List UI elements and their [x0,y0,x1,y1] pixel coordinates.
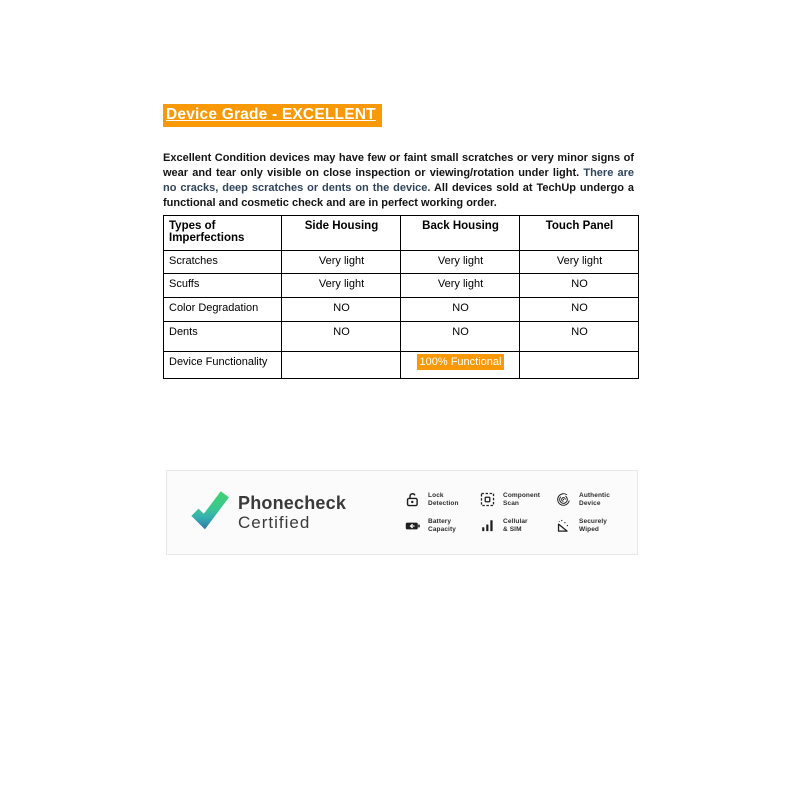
table-row [164,274,639,298]
feature-cellular-sim [479,517,555,534]
cell-functionality-side [282,352,401,379]
row-label-device-functionality: Device Functionality [164,352,282,379]
cell-dents-touch: NO [520,322,639,352]
feature-battery-capacity [404,517,479,534]
feature-authentic-device [555,491,625,508]
phonecheck-certified-banner [166,470,638,555]
feature-label: Battery Capacity [428,517,456,533]
cell-colordeg-touch: NO [520,298,639,322]
cell-dents-back: NO [401,322,520,352]
row-label-scratches: Scratches [164,251,282,274]
cell-scratches-side: Very light [282,251,401,274]
table-row [164,322,639,352]
cell-colordeg-side: NO [282,298,401,322]
row-label-dents: Dents [164,322,282,352]
component-scan-icon [479,491,496,508]
cell-scuffs-touch: NO [520,274,639,298]
phonecheck-logo-text [238,494,346,532]
row-label-color-degradation: Color Degradation [164,298,282,322]
phonecheck-logo [189,490,346,536]
feature-label: Lock Detection [428,491,459,507]
header-back-housing: Back Housing [401,216,520,251]
description-part-3: All devices sold at TechUp undergo a functional and cosmetic check and are in perfect working order. [163,182,634,209]
description-part-1: Excellent Condition devices may have few or faint small scratches or very minor signs of wear and tear only visible on close inspection or viewing/rotation under light. [163,152,634,179]
battery-icon [404,517,421,534]
cell-functionality-back [401,352,520,379]
table-row [164,352,639,379]
header-touch-panel: Touch Panel [520,216,639,251]
functional-status-badge: 100% Functional [417,354,505,370]
table-row [164,251,639,274]
header-types-of-imperfections: Types of Imperfections [164,216,282,251]
row-label-scuffs: Scuffs [164,274,282,298]
feature-label: Cellular & SIM [503,517,528,533]
cell-colordeg-back: NO [401,298,520,322]
cell-scuffs-back: Very light [401,274,520,298]
brand-name: Phonecheck [238,492,347,513]
cell-scratches-touch: Very light [520,251,639,274]
feature-lock-detection [404,491,479,508]
feature-label: Securely Wiped [579,517,607,533]
checkmark-logo-icon [189,490,230,536]
brand-subtitle: Certified [238,512,311,532]
page-title: Device Grade - EXCELLENT [163,104,382,127]
cell-scratches-back: Very light [401,251,520,274]
certification-features [404,491,625,534]
cell-scuffs-side: Very light [282,274,401,298]
table-row [164,298,639,322]
header-side-housing: Side Housing [282,216,401,251]
description-part-2: There are no cracks, deep scratches or dents on the device. [163,167,634,194]
feature-label: Authentic Device [579,491,610,507]
cell-dents-side: NO [282,322,401,352]
feature-label: Component Scan [503,491,541,507]
feature-securely-wiped [555,517,625,534]
fingerprint-icon [555,491,572,508]
securely-wiped-icon [555,517,572,534]
cell-functionality-touch [520,352,639,379]
feature-component-scan [479,491,555,508]
description-paragraph [163,151,634,211]
imperfections-table [163,215,639,379]
signal-bars-icon [479,517,496,534]
table-header-row [164,216,639,251]
lock-icon [404,491,421,508]
